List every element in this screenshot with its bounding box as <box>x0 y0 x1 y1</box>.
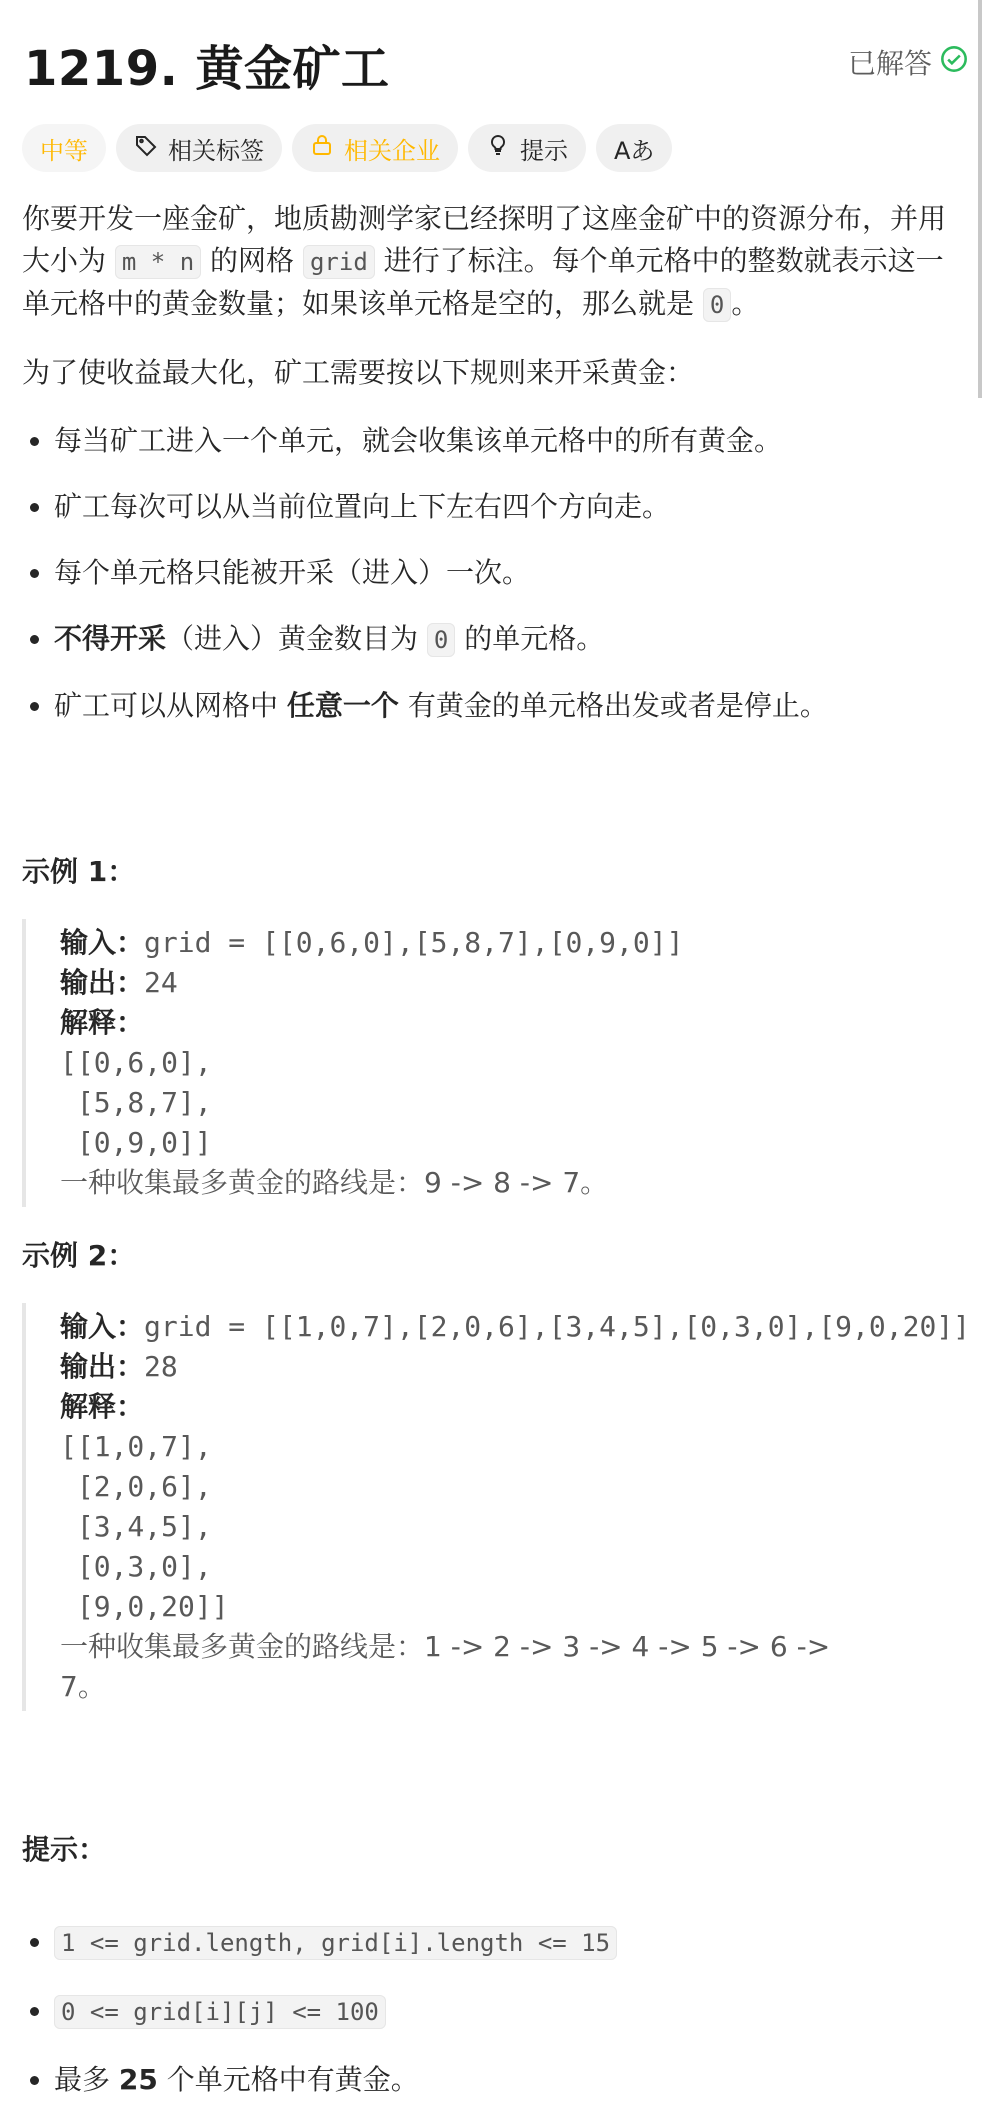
tag-icon <box>134 133 168 163</box>
list-item: • 最多 25 个单元格中有黄金。 <box>54 2059 962 2101</box>
constraints-title: 提示： <box>22 1833 107 1866</box>
translate-icon: Aあ <box>614 136 655 165</box>
problem-description <box>22 198 971 2127</box>
hint-button[interactable] <box>468 124 586 172</box>
solved-status <box>848 42 968 82</box>
inline-code: 0 <box>703 288 731 322</box>
description-paragraph-2: 为了使收益最大化，矿工需要按以下规则来开采黄金： <box>22 356 695 389</box>
list-item: • 不得开采（进入）黄金数目为 0 的单元格。 <box>54 618 962 661</box>
list-item: • 每个单元格只能被开采（进入）一次。 <box>54 552 962 594</box>
problem-header <box>0 0 982 120</box>
description-paragraph-1: 你要开发一座金矿，地质勘测学家已经探明了这座金矿中的资源分布，并用大小为 m * n 的网格 grid 进行了标注。每个单元格中的整数就表示这一单元格中的黄金数量；如果该单元格是空的，那么就是 0 。 <box>22 202 947 320</box>
related-companies-button[interactable] <box>292 124 458 172</box>
example-2-title: 示例 2： <box>22 1239 136 1272</box>
solved-label: 已解答 <box>847 47 932 80</box>
list-item <box>54 1990 962 2033</box>
difficulty-badge[interactable]: 中等 <box>22 124 106 172</box>
related-tags-button[interactable] <box>116 124 282 172</box>
list-item: • 每当矿工进入一个单元，就会收集该单元格中的所有黄金。 <box>54 420 962 462</box>
check-circle-icon <box>940 45 968 80</box>
lock-icon <box>310 133 344 163</box>
tag-bar <box>22 124 672 172</box>
lightbulb-icon <box>486 133 520 163</box>
problem-title: 1219. 黄金矿工 <box>24 41 390 97</box>
inline-code: m * n <box>115 245 201 279</box>
example-1-title: 示例 1： <box>22 855 136 888</box>
related-companies-label: 相关企业 <box>344 136 440 165</box>
scrollbar[interactable] <box>978 0 982 398</box>
inline-code: 0 <box>427 623 455 657</box>
inline-code: 0 <= grid[i][j] <= 100 <box>54 1995 386 2029</box>
list-item <box>54 1921 962 1964</box>
example-1-block: 输入：grid = [[0,6,0],[5,8,7],[0,9,0]] 输出：24 解释： [[0,6,0], [5,8,7], [0,9,0]] 一种收集最多黄金的路线是：9 -> 8 -> 7。 <box>22 919 962 1207</box>
constraints-list <box>22 1921 962 2101</box>
list-item: • 矿工每次可以从当前位置向上下左右四个方向走。 <box>54 486 962 528</box>
translate-button[interactable] <box>596 124 672 172</box>
hint-label: 提示 <box>520 136 568 165</box>
related-tags-label: 相关标签 <box>168 136 264 165</box>
inline-code: 1 <= grid.length, grid[i].length <= 15 <box>54 1926 617 1960</box>
list-item: • 矿工可以从网格中 任意一个 有黄金的单元格出发或者是停止。 <box>54 685 962 727</box>
example-2-block: 输入：grid = [[1,0,7],[2,0,6],[3,4,5],[0,3,0],[9,0,20]] 输出：28 解释： [[1,0,7], [2,0,6], [3,4,5], [0,3,0], [9,0,20]] 一种收集最多黄金的路线是：1 -> 2 -> 3 -> 4 -> 5 -> 6 -> 7。 <box>22 1303 962 1711</box>
inline-code: grid <box>303 245 375 279</box>
rules-list <box>22 420 962 727</box>
